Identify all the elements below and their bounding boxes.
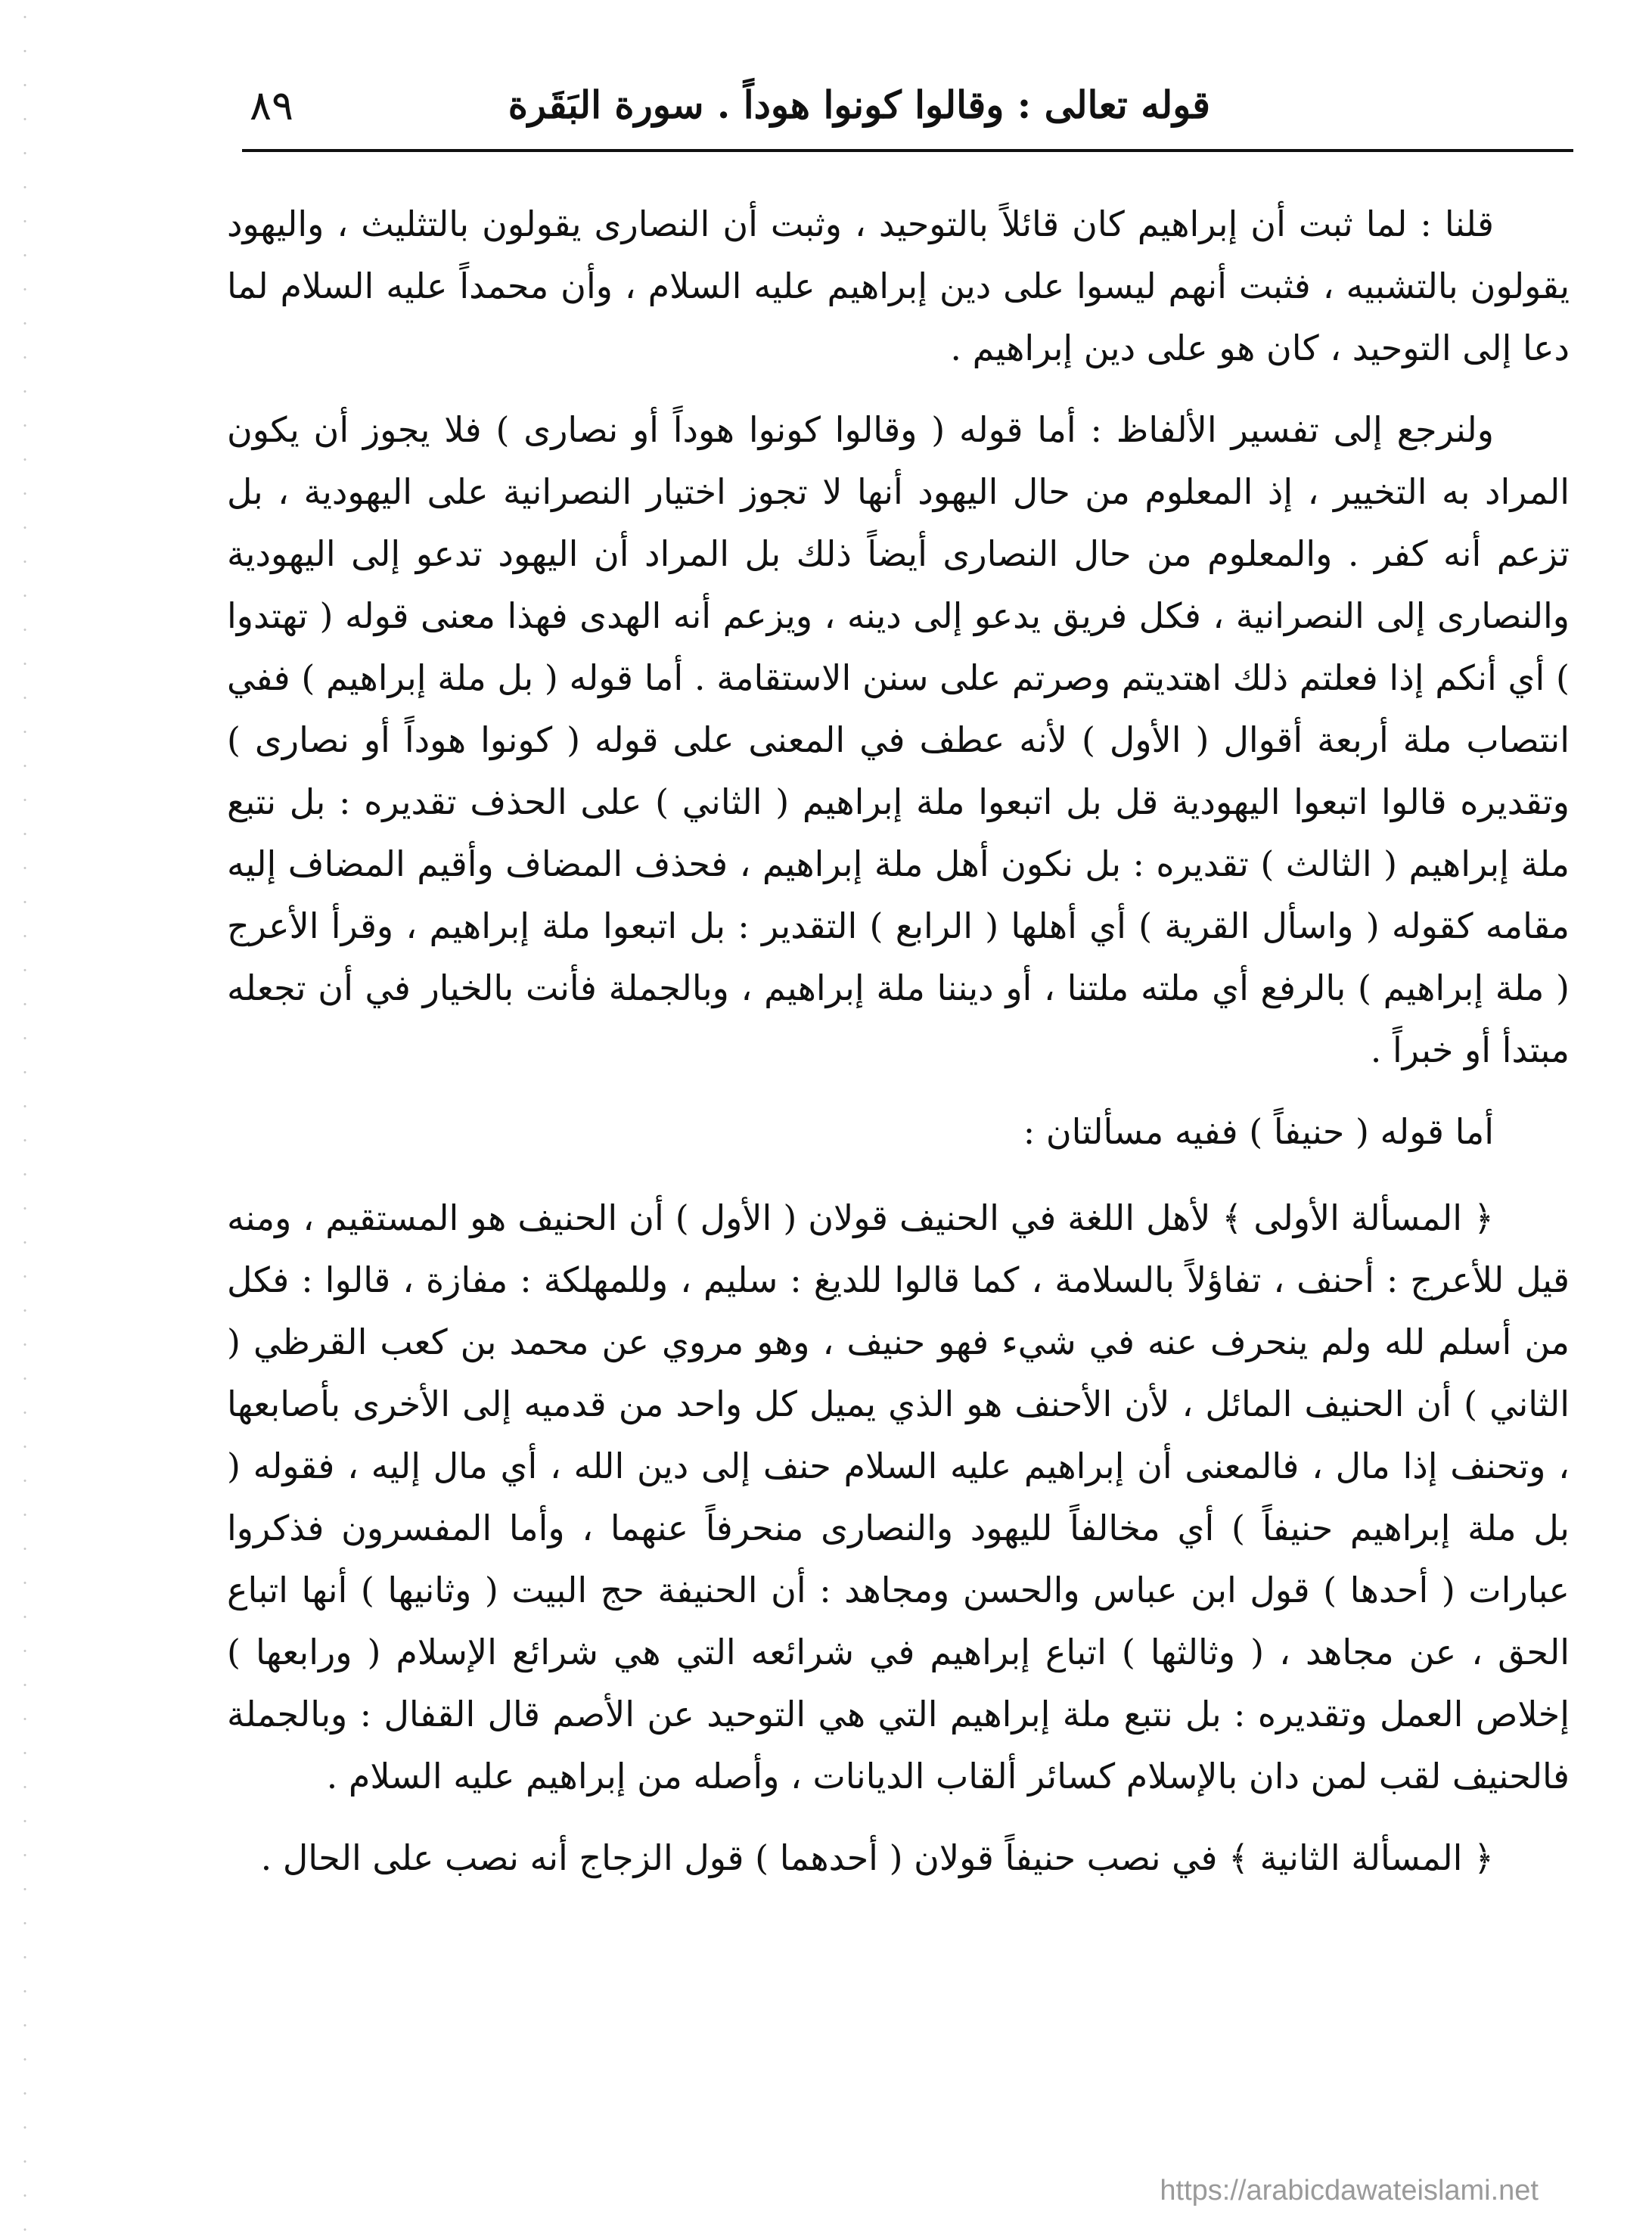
paragraph-tawhid: قلنا : لما ثبت أن إبراهيم كان قائلاً بالتوحيد ، وثبت أن النصارى يقولون بالتثليث ، واليهود يقولون بالتشبيه ، فثبت أنهم ليسوا على دين إبراهيم عليه السلام ، وأن محمداً عليه السلام لما دعا إلى التوحيد ، كان هو على دين إبراهيم . <box>227 203 1570 368</box>
page-number: ٨٩ <box>250 82 294 129</box>
paragraph-hanifan-intro: أما قوله ( حنيفاً ) ففيه مسألتان : <box>1023 1111 1494 1152</box>
scan-margin-dots <box>23 0 27 2236</box>
paragraph-masala-ula: ﴿ المسألة الأولى ﴾ لأهل اللغة في الحنيف قولان ( الأول ) أن الحنيف هو المستقيم ، ومنه قيل للأعرج : أحنف ، تفاؤلاً بالسلامة ، كما قالوا للديغ : سليم ، وللمهلكة : مفازة ، قالوا : فكل من أسلم لله ولم ينحرف عنه في شيء فهو حنيف ، وهو مروي عن محمد بن كعب القرظي ( الثاني ) أن الحنيف المائل ، لأن الأحنف هو الذي يميل كل واحد من قدميه إلى الأخرى بأصابعها ، وتحنف إذا مال ، فالمعنى أن إبراهيم عليه السلام حنف إلى دين الله ، أي مال إليه ، فقوله ( بل ملة إبراهيم حنيفاً ) أي مخالفاً لليهود والنصارى منحرفاً عنهما ، وأما المفسرون فذكروا عبارات ( أحدها ) قول ابن عباس والحسن ومجاهد : أن الحنيفة حج البيت ( وثانيها ) أنها اتباع الحق ، عن مجاهد ، ( وثالثها ) اتباع إبراهيم في شرائعه التي هي شرائع الإسلام ( ورابعها ) إخلاص العمل وتقديره : بل نتبع ملة إبراهيم التي هي التوحيد عن الأصم قال القفال : وبالجملة فالحنيف لقب لمن دان بالإسلام كسائر ألقاب الديانات ، وأصله من إبراهيم عليه السلام . <box>227 1197 1570 1797</box>
page-header <box>242 72 1573 144</box>
paragraph-masala-thaniya: ﴿ المسألة الثانية ﴾ في نصب حنيفاً قولان ( أحدهما ) قول الزجاج أنه نصب على الحال . <box>260 1837 1494 1878</box>
header-rule <box>242 149 1573 152</box>
body-text <box>227 193 1570 1908</box>
watermark-url: https://arabicdawateislami.net <box>1160 2175 1539 2206</box>
running-title: قوله تعالى : وقالوا كونوا هوداً . سورة البَقَرة <box>508 82 1210 127</box>
paragraph-tafsir-alfaz: ولنرجع إلى تفسير الألفاظ : أما قوله ( وقالوا كونوا هوداً أو نصارى ) فلا يجوز أن يكون المراد به التخيير ، إذ المعلوم من حال اليهود أنها لا تجوز اختيار النصرانية على اليهودية ، بل تزعم أنه كفر . والمعلوم من حال النصارى أيضاً ذلك بل المراد أن اليهود تدعو إلى اليهودية والنصارى إلى النصرانية ، فكل فريق يدعو إلى دينه ، ويزعم أنه الهدى فهذا معنى قوله ( تهتدوا ) أي أنكم إذا فعلتم ذلك اهتديتم وصرتم على سنن الاستقامة . أما قوله ( بل ملة إبراهيم ) ففي انتصاب ملة أربعة أقوال ( الأول ) لأنه عطف في المعنى على قوله ( كونوا هوداً أو نصارى ) وتقديره قالوا اتبعوا اليهودية قل بل اتبعوا ملة إبراهيم ( الثاني ) على الحذف تقديره : بل نتبع ملة إبراهيم ( الثالث ) تقديره : بل نكون أهل ملة إبراهيم ، فحذف المضاف وأقيم المضاف إليه مقامه كقوله ( واسأل القرية ) أي أهلها ( الرابع ) التقدير : بل اتبعوا ملة إبراهيم ، وقرأ الأعرج ( ملة إبراهيم ) بالرفع أي ملته ملتنا ، أو ديننا ملة إبراهيم ، وبالجملة فأنت بالخيار في أن تجعله مبتدأ أو خبراً . <box>227 409 1570 1070</box>
